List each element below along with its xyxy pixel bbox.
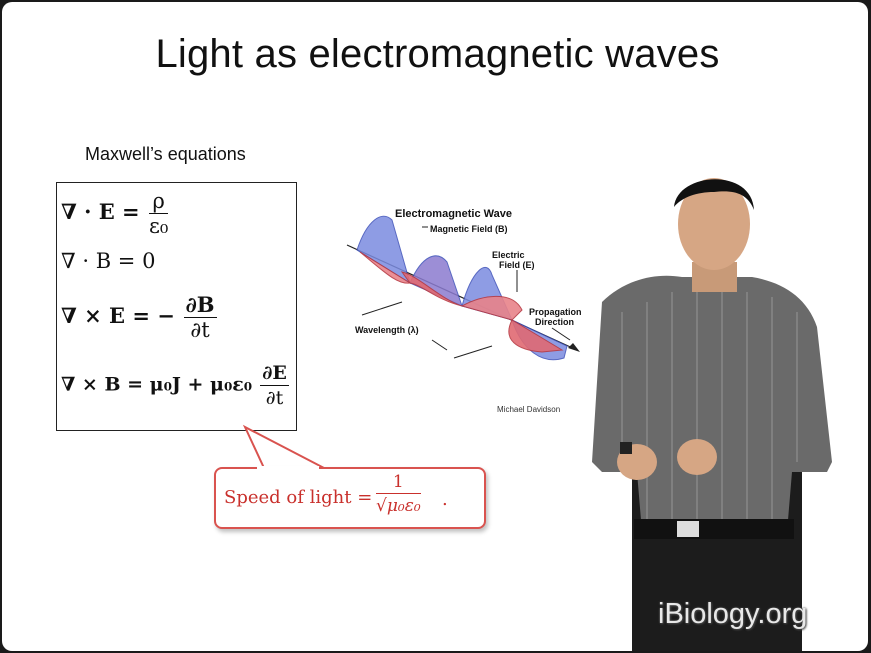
gauss-magnetism-equation: ∇ · B = 0 xyxy=(61,249,156,273)
speed-numerator: 1 xyxy=(376,471,421,494)
eq4-lhs: ∇ × B = μ₀J + μ₀ε₀ xyxy=(61,373,253,396)
electric-field-label-2: Field (E) xyxy=(499,260,535,270)
maxwell-label: Maxwell’s equations xyxy=(85,144,246,164)
eq3-denominator: ∂t xyxy=(190,318,210,342)
clicker xyxy=(620,442,632,454)
speed-of-light-callout xyxy=(214,467,486,529)
propagation-label-2: Direction xyxy=(535,317,575,327)
eq1-numerator: ρ xyxy=(149,189,168,214)
diagram-title: Electromagnetic Wave xyxy=(395,208,512,220)
magnetic-field-label: Magnetic Field (B) xyxy=(430,224,508,234)
eq3-numerator: ∂B xyxy=(185,292,215,317)
eq1-denominator: ε₀ xyxy=(148,214,169,238)
callout-gap-cover xyxy=(257,466,319,472)
electric-field-label-1: Electric xyxy=(492,250,525,260)
ibiology-watermark: iBiology.org xyxy=(658,598,808,630)
propagation-label-1: Propagation xyxy=(529,307,582,317)
speed-period: . xyxy=(442,489,448,510)
speed-of-light-label: Speed of light = xyxy=(224,487,373,508)
belt-buckle xyxy=(677,521,699,537)
presenter-right-hand xyxy=(677,439,717,475)
eq1-lhs: ∇ · E = xyxy=(61,199,147,224)
eq3-lhs: ∇ × E = − xyxy=(61,303,175,328)
wavelength-label: Wavelength (λ) xyxy=(355,325,419,335)
diagram-credit: Michael Davidson xyxy=(497,405,561,414)
presenter-figure xyxy=(562,162,862,651)
eq4-denominator: ∂t xyxy=(265,387,284,409)
speed-of-light-fraction xyxy=(376,471,421,518)
eq4-numerator: ∂E xyxy=(262,362,287,384)
wavelength-pointer xyxy=(432,340,447,350)
speed-denominator: √μ₀ε₀ xyxy=(376,496,421,516)
wavelength-mark-1 xyxy=(362,302,402,315)
slide xyxy=(2,2,868,651)
presenter-belt xyxy=(634,519,794,539)
slide-title: Light as electromagnetic waves xyxy=(155,32,720,76)
wavelength-mark-2 xyxy=(454,346,492,358)
magnetic-lobe-1 xyxy=(357,216,410,283)
